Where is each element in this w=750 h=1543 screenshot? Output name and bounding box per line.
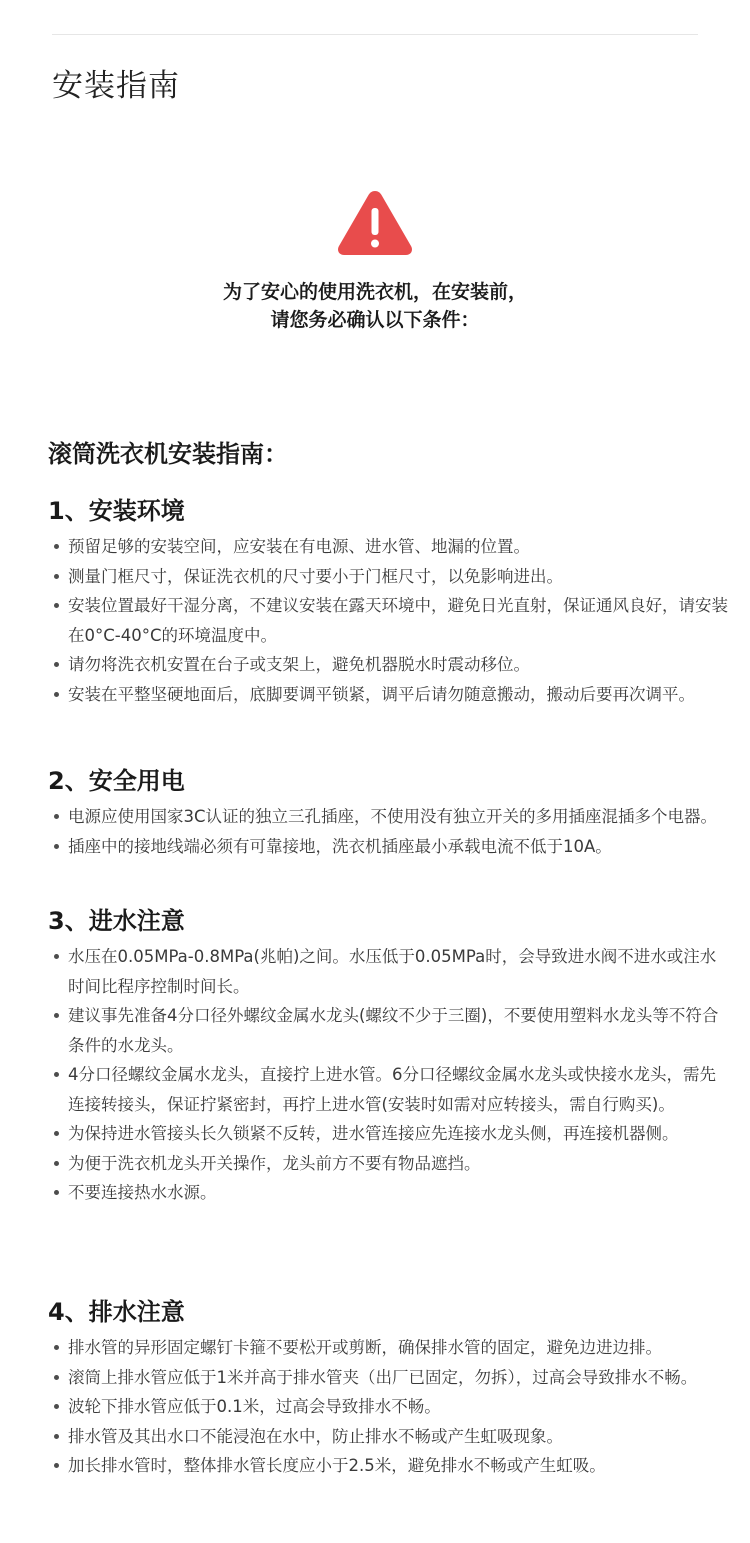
bullet-list xyxy=(48,532,728,709)
section-title: 1、安装环境 xyxy=(48,497,185,525)
list-item: 加长排水管时，整体排水管长度应小于2.5米，避免排水不畅或产生虹吸。 xyxy=(48,1451,728,1481)
guide-title: 滚筒洗衣机安装指南： xyxy=(48,440,288,468)
list-item: 安装位置最好干湿分离，不建议安装在露天环境中，避免日光直射，保证通风良好，请安装在0°C-40°C的环境温度中。 xyxy=(48,591,728,650)
list-item: 滚筒上排水管应低于1米并高于排水管夹（出厂已固定，勿拆），过高会导致排水不畅。 xyxy=(48,1363,728,1393)
section-water-inlet xyxy=(48,904,728,1208)
list-item: 安装在平整坚硬地面后，底脚要调平锁紧，调平后请勿随意搬动，搬动后要再次调平。 xyxy=(48,680,728,710)
list-item: 预留足够的安装空间，应安装在有电源、进水管、地漏的位置。 xyxy=(48,532,728,562)
list-item: 不要连接热水水源。 xyxy=(48,1178,728,1208)
section-electrical-safety xyxy=(48,764,728,861)
list-item: 排水管的异形固定螺钉卡箍不要松开或剪断，确保排水管的固定，避免边进边排。 xyxy=(48,1333,728,1363)
section-title: 2、安全用电 xyxy=(48,767,185,795)
notice-line-1: 为了安心的使用洗衣机，在安装前， xyxy=(222,281,527,303)
pre-install-notice xyxy=(0,278,750,334)
warning-triangle-icon xyxy=(336,188,414,258)
list-item: 排水管及其出水口不能浸泡在水中，防止排水不畅或产生虹吸现象。 xyxy=(48,1422,728,1452)
list-item: 测量门框尺寸，保证洗衣机的尺寸要小于门框尺寸，以免影响进出。 xyxy=(48,562,728,592)
section-drainage xyxy=(48,1295,728,1481)
list-item: 波轮下排水管应低于0.1米，过高会导致排水不畅。 xyxy=(48,1392,728,1422)
list-item: 为保持进水管接头长久锁紧不反转，进水管连接应先连接水龙头侧，再连接机器侧。 xyxy=(48,1119,728,1149)
list-item: 电源应使用国家3C认证的独立三孔插座，不使用没有独立开关的多用插座混插多个电器。 xyxy=(48,802,728,832)
section-title: 3、进水注意 xyxy=(48,907,185,935)
notice-line-2: 请您务必确认以下条件： xyxy=(270,309,480,331)
top-divider xyxy=(52,34,698,35)
bullet-list xyxy=(48,1333,728,1481)
page-title: 安装指南 xyxy=(52,68,180,104)
list-item: 为便于洗衣机龙头开关操作，龙头前方不要有物品遮挡。 xyxy=(48,1149,728,1179)
bullet-list xyxy=(48,802,728,861)
list-item: 插座中的接地线端必须有可靠接地，洗衣机插座最小承载电流不低于10A。 xyxy=(48,832,728,862)
section-install-environment xyxy=(48,494,728,709)
list-item: 请勿将洗衣机安置在台子或支架上，避免机器脱水时震动移位。 xyxy=(48,650,728,680)
bullet-list xyxy=(48,942,728,1208)
section-title: 4、排水注意 xyxy=(48,1298,185,1326)
list-item: 水压在0.05MPa-0.8MPa(兆帕)之间。水压低于0.05MPa时，会导致进水阀不进水或注水时间比程序控制时间长。 xyxy=(48,942,728,1001)
list-item: 4分口径螺纹金属水龙头，直接拧上进水管。6分口径螺纹金属水龙头或快接水龙头，需先连接转接头，保证拧紧密封，再拧上进水管(安装时如需对应转接头，需自行购买)。 xyxy=(48,1060,728,1119)
list-item: 建议事先准备4分口径外螺纹金属水龙头(螺纹不少于三圈)，不要使用塑料水龙头等不符合条件的水龙头。 xyxy=(48,1001,728,1060)
